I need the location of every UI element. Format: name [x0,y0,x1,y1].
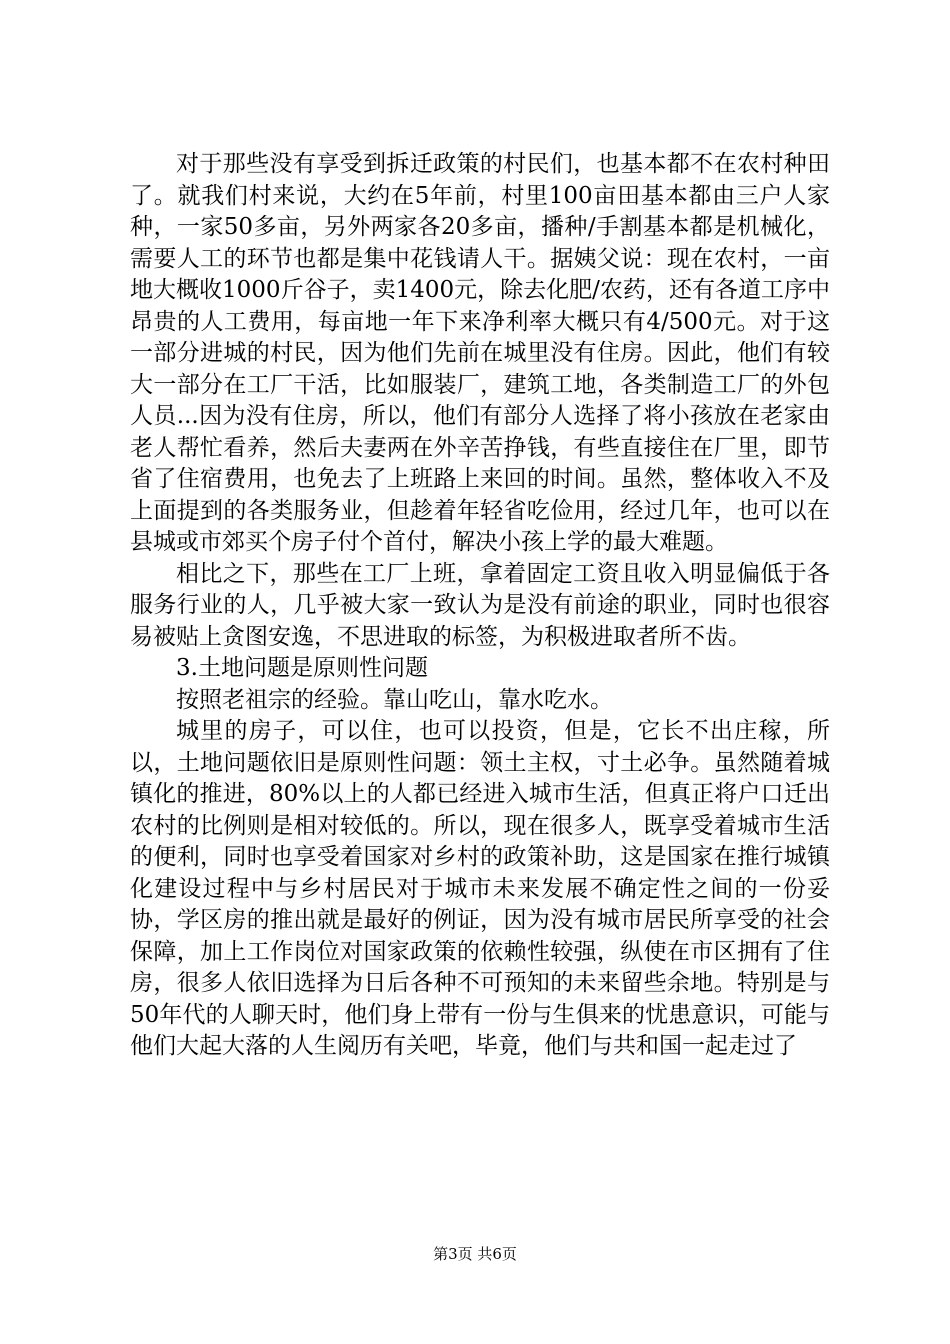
paragraph-ancestor-wisdom: 按照老祖宗的经验。靠山吃山，靠水吃水。 [176,686,613,713]
paragraph-factory-workers: 相比之下，那些在工厂上班，拿着固定工资且收入明显偏低于各服务行业的人，几乎被大家一致认为是没有前途的职业，同时也很容易被贴上贪图安逸，不思进取的标签，为积极进取者所不齿。 [130,560,830,650]
paragraph-city-housing: 城里的房子，可以住，也可以投资，但是，它长不出庄稼，所以，土地问题依旧是原则性问题：领土主权，寸土必争。虽然随着城镇化的推进，80%以上的人都已经进入城市生活，但真正将户口迁出农村的比例则是相对较低的。所以，现在很多人，既享受着城市生活的便利，同时也享受着国家对乡村的政策补助，这是国家在推行城镇化建设过程中与乡村居民对于城市未来发展不确定性之间的一份妥协，学区房的推出就是最好的例证，因为没有城市居民所享受的社会保障，加上工作岗位对国家政策的依赖性较强，纵使在市区拥有了住房，很多人依旧选择为日后各种不可预知的未来留些余地。特别是与50年代的人聊天时，他们身上带有一份与生俱来的忧患意识，可能与他们大起大落的人生阅历有关吧，毕竟，他们与共和国一起走过了 [130,718,830,1059]
paragraph-villagers: 对于那些没有享受到拆迁政策的村民们，也基本都不在农村种田了。就我们村来说，大约在5年前，村里100亩田基本都由三户人家种，一家50多亩，另外两家各20多亩，播种/手割基本都是机械化，需要人工的环节也都是集中花钱请人干。据姨父说：现在农村，一亩地大概收1000斤谷子，卖1400元，除去化肥/农药，还有各道工序中昂贵的人工费用，每亩地一年下来净利率大概只有4/500元。对于这一部分进城的村民，因为他们先前在城里没有住房。因此，他们有较大一部分在工厂干活，比如服装厂，建筑工地，各类制造工厂的外包人员...因为没有住房，所以，他们有部分人选择了将小孩放在老家由老人帮忙看养，然后夫妻两在外辛苦挣钱，有些直接住在厂里，即节省了住宿费用，也免去了上班路上来回的时间。虽然，整体收入不及上面提到的各类服务业，但趁着年轻省吃俭用，经过几年，也可以在县城或市郊买个房子付个首付，解决小孩上学的最大难题。 [130,151,830,555]
document-body [130,149,830,1063]
section-heading-land: 3.土地问题是原则性问题 [176,655,428,681]
page-number-footer: 第3页 共6页 [433,1245,517,1263]
